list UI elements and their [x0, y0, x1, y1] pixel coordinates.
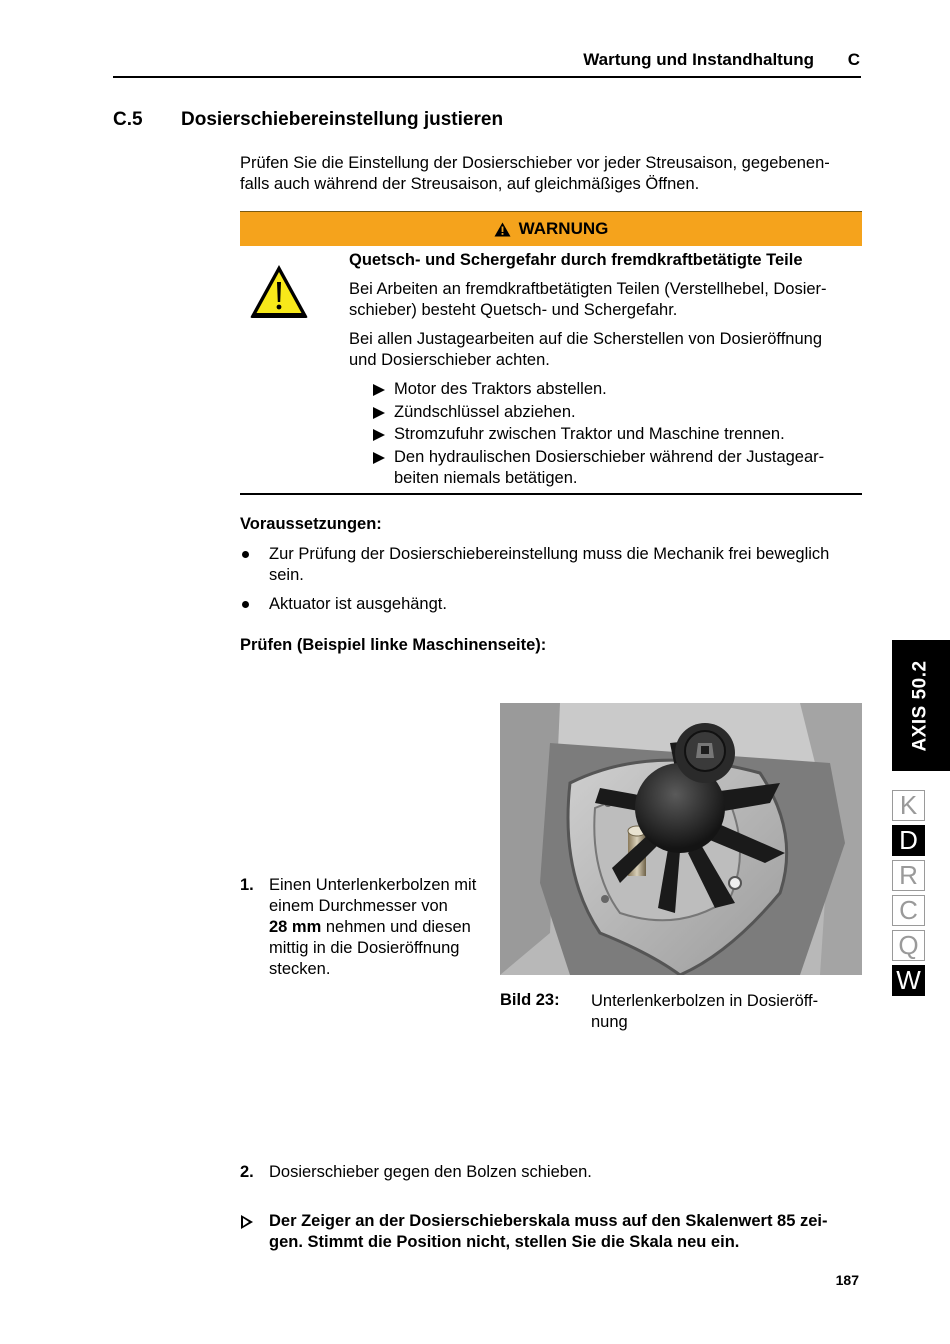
result-text: gen. Stimmt die Position nicht, stellen Sie die Skala neu ein.	[269, 1233, 740, 1251]
warning-bottom-rule	[240, 493, 862, 495]
step-text: mittig in die Dosieröffnung	[269, 939, 460, 957]
section-number: C.5	[113, 109, 143, 130]
bullet-icon	[242, 551, 249, 558]
language-tab-active: D	[892, 825, 925, 856]
action-arrow-icon	[373, 407, 385, 419]
warning-small-icon	[494, 222, 511, 237]
result-arrow-icon	[241, 1215, 253, 1229]
prerequisite-item	[240, 594, 862, 615]
figure-caption-line: nung	[591, 1013, 628, 1031]
running-header-title: Wartung und Instandhaltung	[583, 50, 814, 69]
running-header-chapter: C	[847, 50, 860, 69]
action-step-text: Den hydraulischen Dosierschieber während der Justagear-	[394, 447, 825, 466]
step-text	[269, 917, 490, 938]
metering-opening-photo	[500, 703, 862, 975]
header-rule	[113, 76, 861, 78]
bullet-icon	[242, 601, 249, 608]
step-emphasis: 28 mm	[269, 918, 322, 936]
action-arrow-icon	[373, 384, 385, 396]
action-step	[373, 447, 861, 490]
result-note	[240, 1211, 862, 1253]
product-side-tab	[892, 640, 950, 771]
section-title: Dosierschiebereinstellung justieren	[181, 109, 504, 130]
figure-caption	[591, 991, 853, 1033]
action-step-text: beiten niemals betätigen.	[394, 469, 578, 487]
prerequisite-text: Zur Prüfung der Dosierschiebereinstellung muss die Mechanik frei beweglich	[269, 545, 830, 563]
check-heading: Prüfen (Beispiel linke Maschinenseite):	[240, 636, 547, 654]
intro-line: falls auch während der Streusaison, auf gleichmäßiges Öffnen.	[240, 175, 700, 193]
prerequisites-list	[240, 544, 862, 623]
intro-line: Prüfen Sie die Einstellung der Dosierschieber vor jeder Streusaison, gegebenen-	[240, 154, 830, 172]
step-text: einem Durchmesser von	[269, 897, 448, 915]
step-text: Dosierschieber gegen den Bolzen schieben.	[269, 1163, 592, 1181]
step-1	[240, 875, 490, 980]
warning-line: Bei Arbeiten an fremdkraftbetätigten Teilen (Verstellhebel, Dosier-	[349, 280, 827, 298]
prerequisite-text: sein.	[269, 566, 304, 584]
figure-label: Bild 23:	[500, 991, 560, 1009]
page-number: 187	[835, 1272, 859, 1288]
step-2	[240, 1162, 862, 1183]
language-index	[892, 790, 925, 1000]
product-name: AXIS 50.2	[910, 659, 932, 752]
warning-line: schieber) besteht Quetsch- und Schergefahr.	[349, 301, 678, 319]
language-tab: K	[892, 790, 925, 821]
action-step-text: Stromzufuhr zwischen Traktor und Maschine trennen.	[394, 425, 785, 443]
warning-paragraph	[349, 279, 861, 321]
language-tab: C	[892, 895, 925, 926]
action-step	[373, 379, 861, 401]
language-tab-active: W	[892, 965, 925, 996]
warning-banner	[240, 211, 862, 246]
warning-heading: Quetsch- und Schergefahr durch fremdkraftbetätigte Teile	[349, 251, 803, 269]
figure-caption-line: Unterlenkerbolzen in Dosieröff-	[591, 992, 819, 1010]
step-text: Einen Unterlenkerbolzen mit	[269, 876, 477, 894]
step-number: 2.	[240, 1163, 254, 1181]
warning-line: und Dosierschieber achten.	[349, 351, 550, 369]
prerequisite-text: Aktuator ist ausgehängt.	[269, 595, 447, 613]
action-step-text: Motor des Traktors abstellen.	[394, 380, 607, 398]
action-arrow-icon	[373, 429, 385, 441]
result-text: Der Zeiger an der Dosierschieberskala muss auf den Skalenwert 85 zei-	[269, 1212, 828, 1230]
step-text: stecken.	[269, 960, 331, 978]
warning-content	[349, 250, 861, 491]
prerequisite-item	[240, 544, 862, 586]
warning-paragraph	[349, 329, 861, 371]
step-text-rest: nehmen und diesen	[321, 918, 471, 936]
action-step-text: Zündschlüssel abziehen.	[394, 402, 576, 421]
warning-line: Bei allen Justagearbeiten auf die Scherstellen von Dosieröffnung	[349, 330, 823, 348]
language-tab: R	[892, 860, 925, 891]
step-number: 1.	[240, 876, 254, 894]
intro-paragraph	[240, 153, 862, 195]
warning-triangle-icon	[248, 262, 310, 320]
language-tab: Q	[892, 930, 925, 961]
action-arrow-icon	[373, 452, 385, 464]
prerequisites-heading: Voraussetzungen:	[240, 515, 382, 533]
action-step	[373, 424, 861, 446]
warning-label: WARNUNG	[518, 219, 609, 238]
action-step	[373, 402, 861, 424]
warning-action-list	[373, 379, 861, 490]
